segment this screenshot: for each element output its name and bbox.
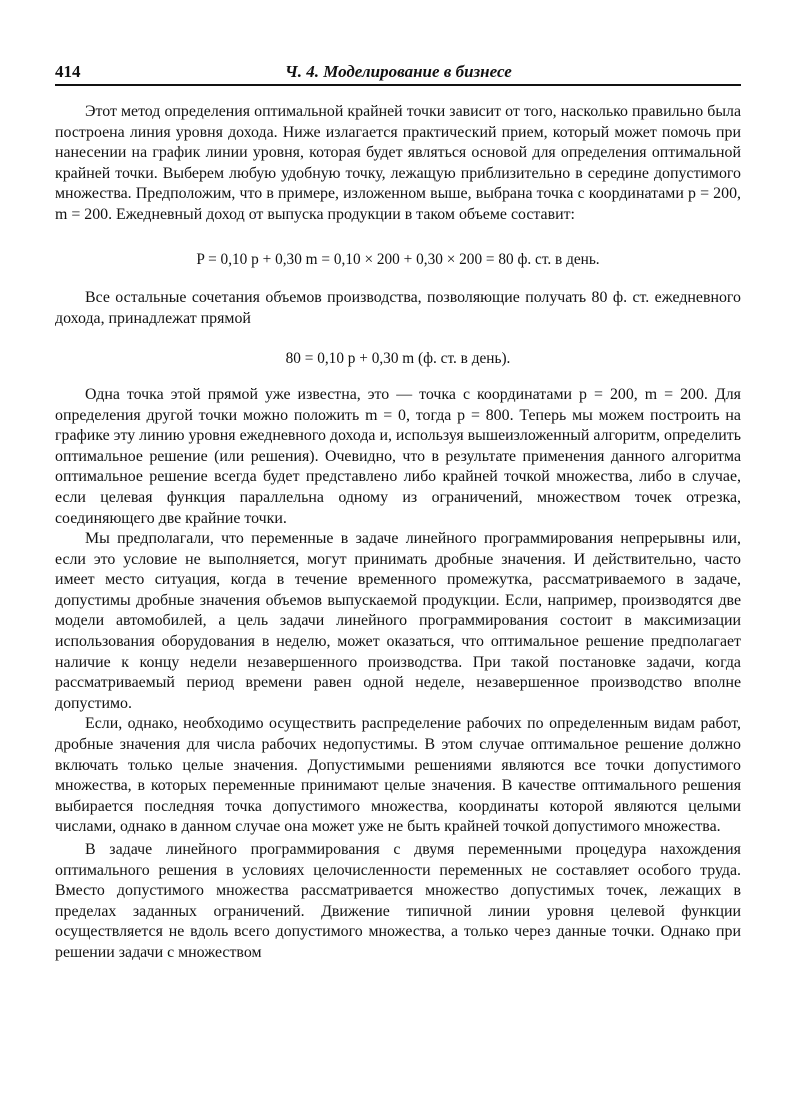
running-title: Ч. 4. Моделирование в бизнесе xyxy=(285,62,512,81)
paragraph-1: Этот метод определения оптимальной крайней точки зависит от того, насколько правильно была построена линия уровня дохода. Ниже излагается практический прием, который может помочь при нанесении на график линии уровня, которая будет являться основой для определения оптимальной крайней точки. Выберем любую удобную точку, лежащую приблизительно в середине допустимого множества. Предположим, что в примере, изложенном выше, выбрана точка с координатами p = 200, m = 200. Ежедневный доход от выпуска продукции в таком объеме составит: xyxy=(55,103,741,223)
formula-level-line: 80 = 0,10 p + 0,30 m (ф. ст. в день). xyxy=(285,350,511,368)
paragraph-5: Если, однако, необходимо осуществить распределение рабочих по определенным видам работ, дробные значения для числа рабочих недопустимы. В этом случае оптимальное решение должно включать только целые значения. Допустимыми решениями являются все точки допустимого множества, в которых переменные принимают целые значения. В качестве оптимального решения выбирается последняя точка допустимого множества, координаты которой являются целыми числами, однако в данном случае она может уже не быть крайней точкой допустимого множества. xyxy=(55,715,741,836)
book-page xyxy=(55,60,741,964)
page-header xyxy=(55,60,741,86)
page-body xyxy=(55,102,741,964)
paragraph-2: Все остальные сочетания объемов производства, позволяющие получать 80 ф. ст. ежедневного дохода, принадлежат прямой xyxy=(55,289,741,327)
paragraph-4: Мы предполагали, что переменные в задаче линейного программирования непрерывны или, если это условие не выполняется, могут принимать дробные значения. И действительно, часто имеет место ситуация, когда в течение временного промежутка, рассматриваемого в задаче, допустимы дробные значения объемов выпускаемой продукции. Если, например, производятся две модели автомобилей, а цель задачи линейного программирования состоит в максимизации использования оборудования в неделю, может оказаться, что оптимальное решение предполагает наличие к концу недели незавершенного производства. При такой постановке задачи, когда рассматриваемый период времени равен одной неделе, незавершенное производство вполне допустимо. xyxy=(55,530,741,712)
page-number: 414 xyxy=(55,62,81,81)
paragraph-3: Одна точка этой прямой уже известна, это — точка с координатами p = 200, m = 200. Для определения другой точки можно положить m = 0, тогда p = 800. Теперь мы можем построить на графике эту линию уровня ежедневного дохода и, используя вышеизложенный алгоритм, определить оптимальное решение (или решения). Очевидно, что в результате применения данного алгоритма оптимальное решение всегда будет представлено либо крайней точкой множества, либо в случае, если целевая функция параллельна одному из ограничений, множеством точек отрезка, соединяющего две крайние точки. xyxy=(55,385,741,527)
formula-daily-income: P = 0,10 p + 0,30 m = 0,10 × 200 + 0,30 × 200 = 80 ф. ст. в день. xyxy=(196,250,600,268)
paragraph-6: В задаче линейного программирования с двумя переменными процедура нахождения оптимального решения в условиях целочисленности переменных не составляет особого труда. Вместо допустимого множества рассматривается множество допустимых точек, лежащих в пределах заданных ограничений. Движение типичной линии уровня целевой функции осуществляется не вдоль всего допустимого множества, а только через данные точки. Однако при решении задачи с множеством xyxy=(55,841,741,961)
